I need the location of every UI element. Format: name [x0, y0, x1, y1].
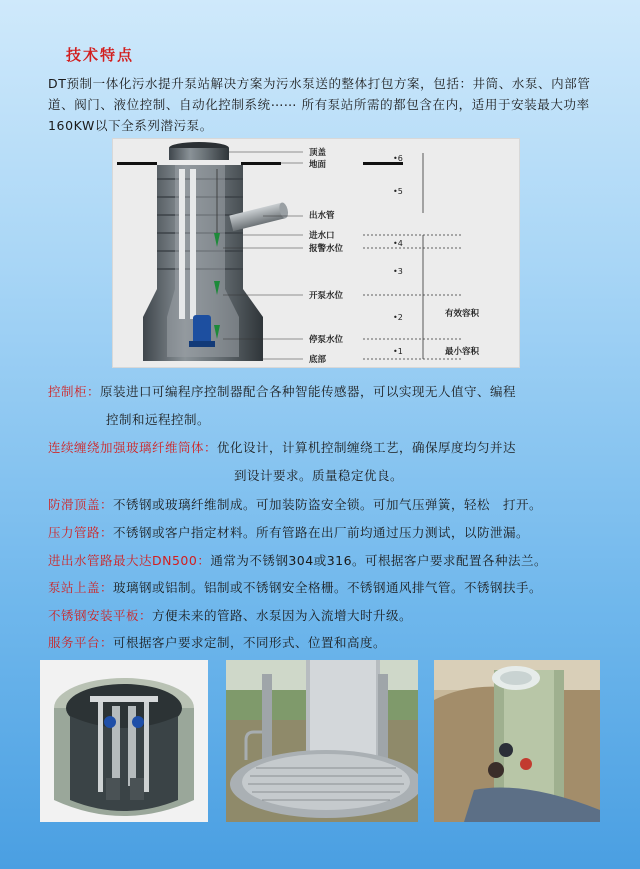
marker-5: •5 — [393, 187, 403, 196]
feature-key: 压力管路： — [48, 525, 114, 540]
feature-station-cover — [48, 578, 542, 596]
feature-text: 不锈钢或客户指定材料。所有管路在出厂前均通过压力测试，以防泄漏。 — [113, 525, 530, 540]
marker-3: •3 — [393, 267, 403, 276]
feature-key: 进出水管路最大达DN500： — [48, 553, 211, 568]
feature-control-cabinet — [48, 382, 516, 400]
label-effective-volume: 有效容积 — [445, 309, 480, 319]
feature-inlet-outlet-pipes — [48, 551, 547, 569]
marker-6: •6 — [393, 154, 403, 163]
label-pump-stop-level: 停泵水位 — [309, 335, 344, 345]
feature-text: 原装进口可编程序控制器配合各种智能传感器，可以实现无人值守、编程 — [100, 384, 517, 399]
feature-key: 连续缠绕加强玻璃纤维筒体： — [48, 440, 218, 455]
feature-text: 可根据客户要求定制，不同形式、位置和高度。 — [113, 635, 387, 650]
pump-station-diagram — [112, 138, 520, 368]
feature-text: 玻璃钢或铝制。铝制或不锈钢安全格栅。不锈钢通风排气管。不锈钢扶手。 — [113, 580, 543, 595]
feature-key: 控制柜： — [48, 384, 101, 399]
label-ground: 地面 — [309, 160, 327, 170]
feature-frp-cylinder — [48, 438, 516, 456]
photo-station-cover-grating — [226, 660, 418, 822]
label-outlet-pipe: 出水管 — [309, 211, 335, 221]
feature-service-platform — [48, 633, 386, 651]
label-pump-start-level: 开泵水位 — [309, 291, 344, 301]
feature-continuation: 到设计要求。质量稳定优良。 — [234, 468, 404, 483]
feature-continuation: 控制和远程控制。 — [106, 412, 211, 427]
feature-key: 防滑顶盖： — [48, 497, 114, 512]
photo-installation-site — [434, 660, 600, 822]
feature-text: 优化设计，计算机控制缠绕工艺，确保厚度均匀并达 — [217, 440, 517, 455]
feature-key: 不锈钢安装平板： — [48, 608, 153, 623]
feature-antislip-cover — [48, 495, 542, 513]
label-top-cover: 顶盖 — [309, 148, 327, 158]
marker-2: •2 — [393, 313, 403, 322]
feature-text: 通常为不锈钢304或316。可根据客户要求配置各种法兰。 — [210, 553, 548, 568]
marker-1: •1 — [393, 347, 403, 356]
feature-text: 不锈钢或玻璃纤维制成。可加装防盗安全锁。可加气压弹簧，轻松 打开。 — [113, 497, 543, 512]
intro-paragraph: DT预制一体化污水提升泵站解决方案为污水泵送的整体打包方案，包括：井筒、水泵、内部管道、阀门、液位控制、自动化控制系统⋯⋯ 所有泵站所需的都包含在内，适用于安装最大功率160KW以下全系列潜污泵。 — [48, 76, 591, 133]
feature-mounting-plate — [48, 606, 412, 624]
marker-4: •4 — [393, 239, 403, 248]
feature-key: 服务平台： — [48, 635, 114, 650]
label-min-volume: 最小容积 — [445, 347, 480, 357]
feature-text: 方便未来的管路、水泵因为入流增大时升级。 — [152, 608, 413, 623]
feature-pressure-pipes — [48, 523, 529, 541]
label-bottom: 底部 — [309, 355, 327, 365]
feature-key: 泵站上盖： — [48, 580, 114, 595]
section-title: 技术特点 — [66, 46, 135, 64]
label-inlet: 进水口 — [309, 231, 335, 241]
label-alarm-level: 报警水位 — [309, 244, 344, 254]
photo-tank-interior — [40, 660, 208, 822]
